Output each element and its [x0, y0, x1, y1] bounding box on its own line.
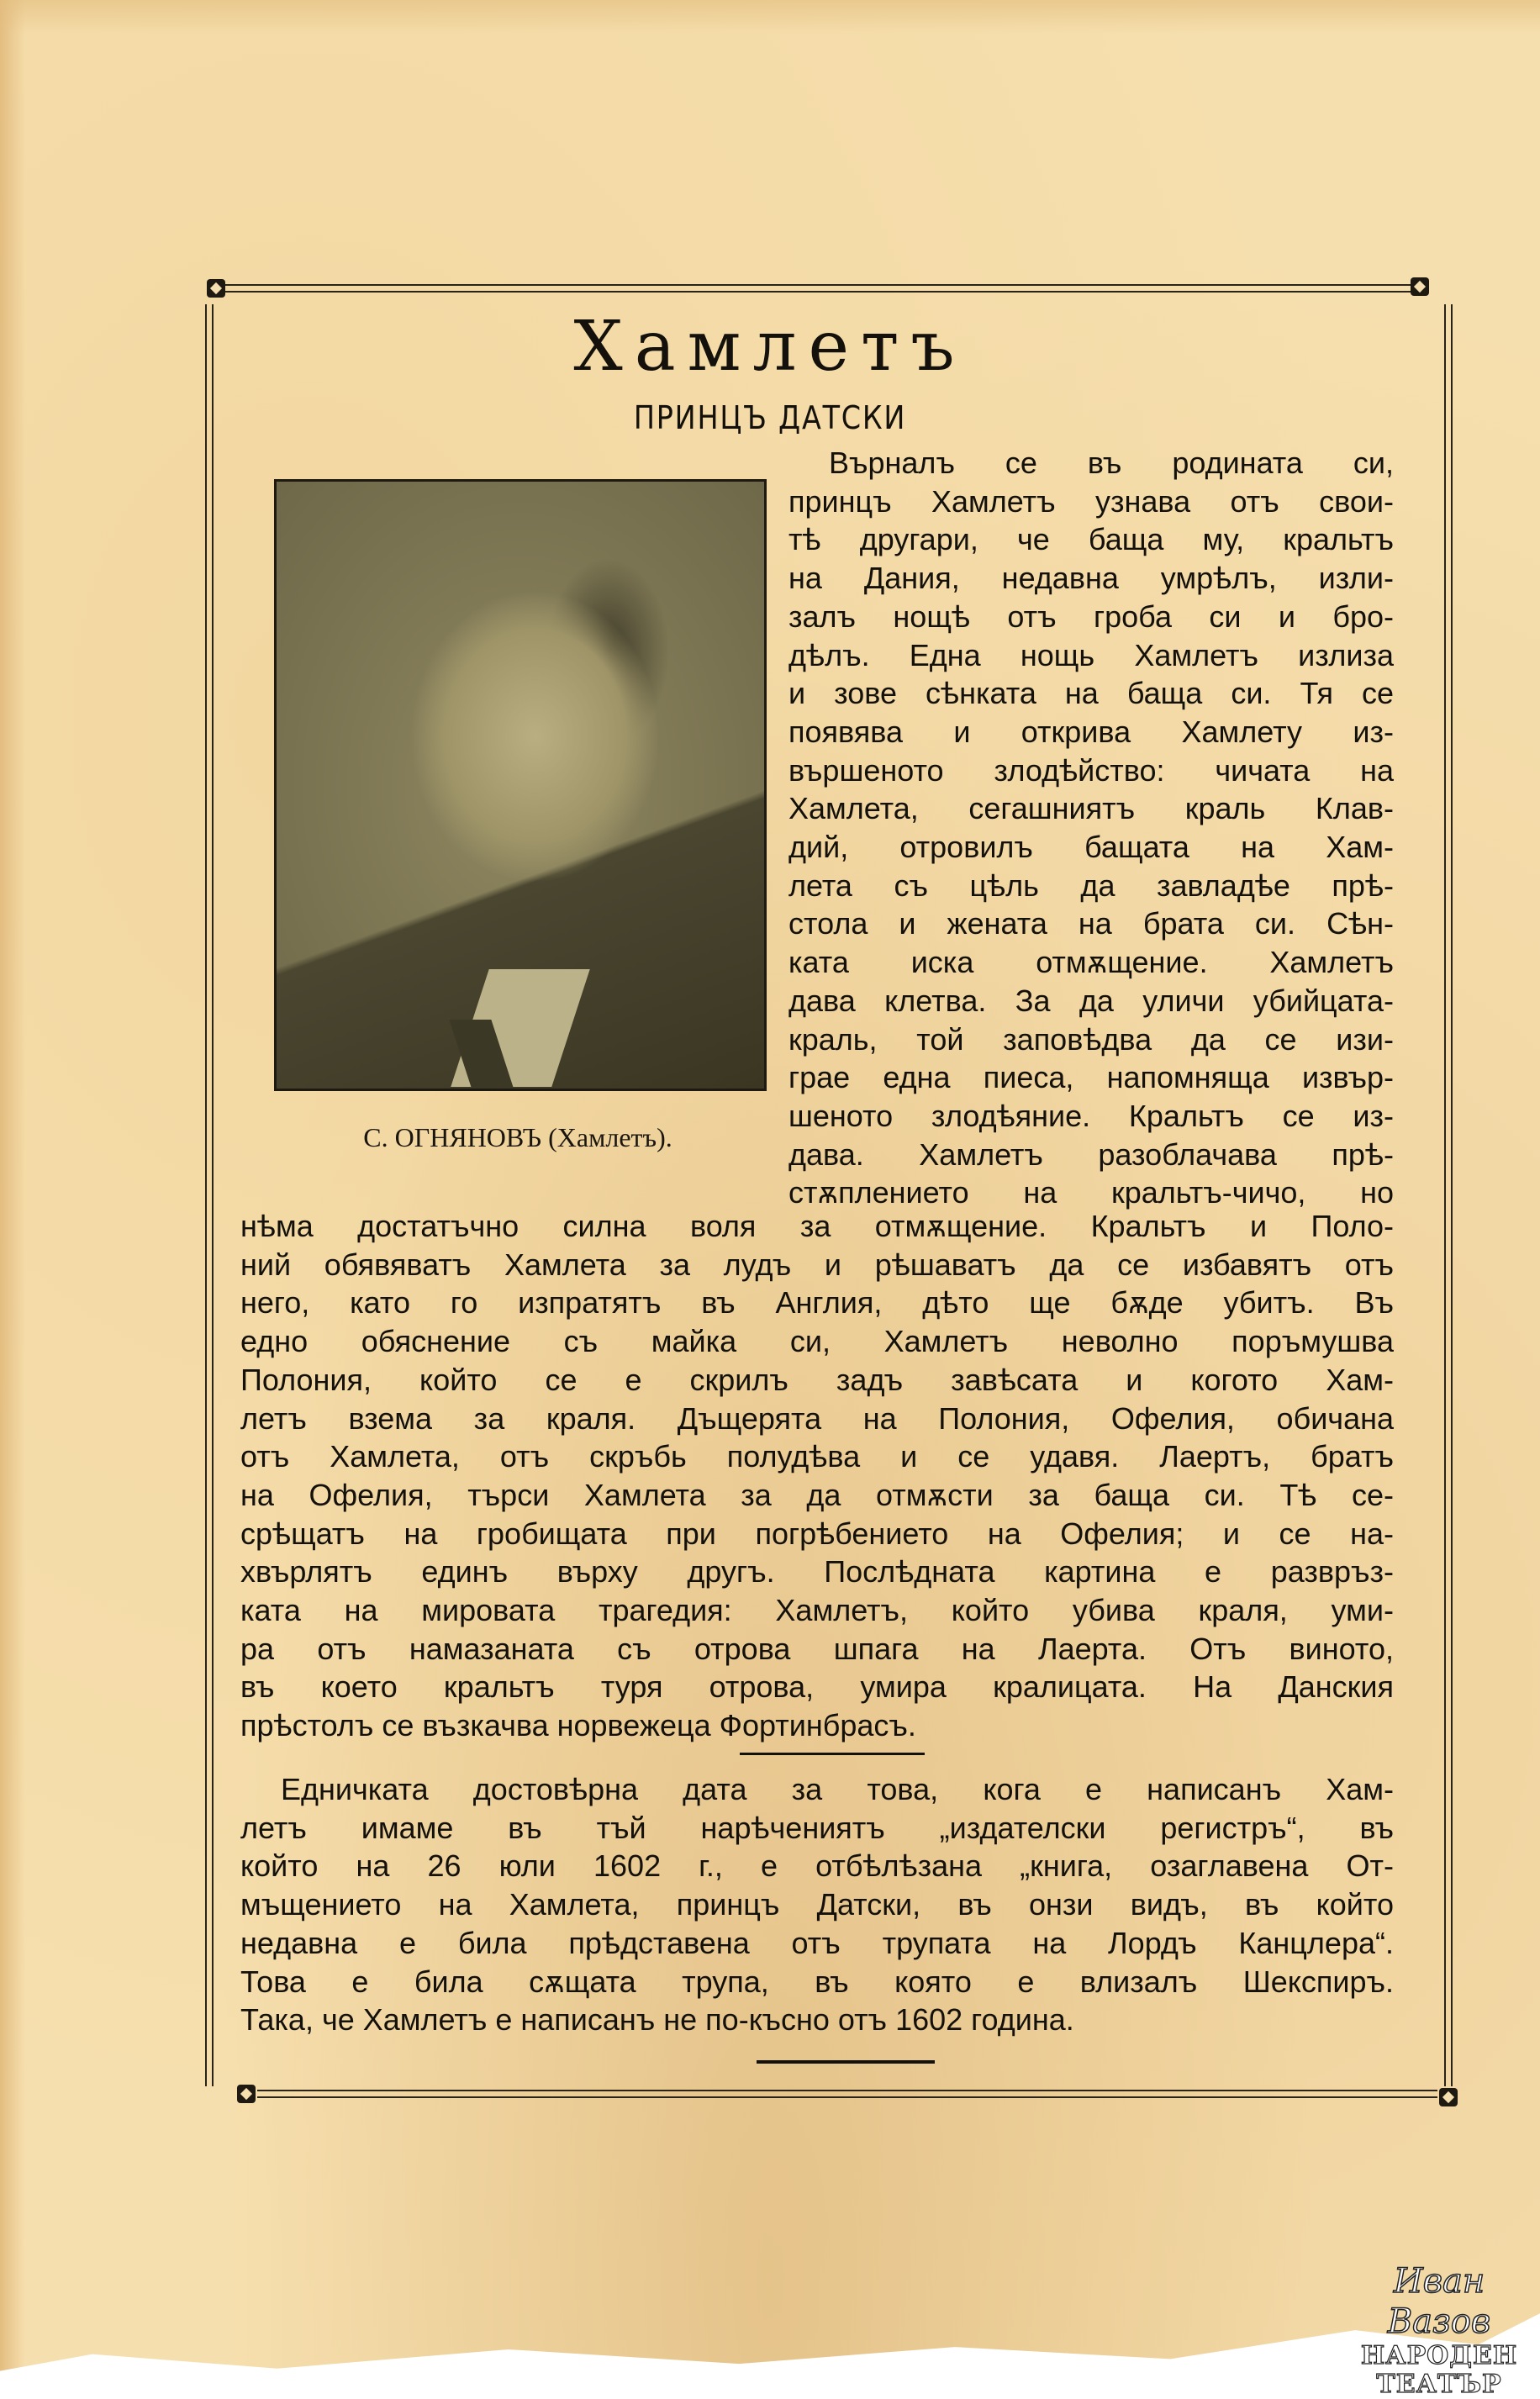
text-line: Едничката достовѣрна дата за това, кога е написанъ Хам-: [281, 1772, 1394, 1806]
text-line: вършеното злодѣйство: чичата на: [788, 752, 1394, 788]
text-line: недавна е била прѣдставена отъ трупата на Лордъ Канцлера“.: [240, 1925, 1394, 1960]
text-line: и зове сѣнката на баща си. Тя се: [788, 676, 1394, 711]
text-line: стола и жената на брата си. Сѣн-: [788, 906, 1394, 941]
frame-bottom-border: [257, 2090, 1437, 2098]
frame-corner-ornament: [1439, 2088, 1458, 2106]
text-line: на Дания, недавна умрѣлъ, изли-: [788, 561, 1394, 596]
text-line: едно обяснение съ майка си, Хамлетъ неволно поръмушва: [240, 1324, 1394, 1359]
frame-right-border: [1444, 304, 1453, 2086]
national-theatre-logo: [1355, 2261, 1523, 2399]
text-line: ката иска отмѫщение. Хамлетъ: [788, 945, 1394, 980]
text-line: Хамлета, сегашниятъ краль Клав-: [788, 791, 1394, 826]
text-line: грае една пиеса, напомняща извър-: [788, 1060, 1394, 1095]
text-line: който на 26 юли 1602 г., е отбѣлѣзана „книга, озаглавена От-: [240, 1848, 1394, 1884]
text-line: дава. Хамлетъ разоблачава прѣ-: [788, 1136, 1394, 1172]
photo-caption: С. ОГНЯНОВЪ (Хамлетъ).: [363, 1122, 672, 1152]
frame-top-border: [225, 284, 1416, 293]
synopsis-column-text: [788, 444, 1394, 1212]
closing-divider: [757, 2060, 935, 2064]
text-line: ката на мировата трагедия: Хамлетъ, който убива краля, уми-: [240, 1593, 1394, 1628]
text-line: Върналъ се въ родината си,: [829, 446, 1394, 480]
text-line: тѣ другари, че баща му, кральтъ: [788, 522, 1394, 557]
text-line: хвърлятъ единъ върху другъ. Послѣдната картина е развръз-: [240, 1554, 1394, 1590]
text-line: лета съ цѣль да завладѣе прѣ-: [788, 867, 1394, 903]
text-line: срѣщатъ на гробищата при погрѣбението на Офелия; и се на-: [240, 1516, 1394, 1551]
text-line: стѫплението на кральтъ-чичо, но: [788, 1175, 1394, 1210]
text-line: Това е била сѫщата трупа, въ която е влизалъ Шекспиръ.: [240, 1964, 1394, 1999]
text-line: краль, той заповѣдва да се изи-: [788, 1021, 1394, 1057]
text-line: дий, отровилъ бащата на Хам-: [788, 830, 1394, 865]
text-line: залъ нощѣ отъ гроба си и бро-: [788, 598, 1394, 634]
dating-paragraph: [240, 1770, 1394, 2039]
text-line: принцъ Хамлетъ узнава отъ свои-: [788, 483, 1394, 519]
synopsis-full-width-text: [240, 1207, 1394, 1745]
text-line: прѣстолъ се възкачва норвежеца Фортинбрасъ.: [240, 1708, 916, 1743]
text-line: летъ имаме въ тъй нарѣчениятъ „издателски регистръ“, въ: [240, 1810, 1394, 1845]
text-line: дѣлъ. Една нощь Хамлетъ излиза: [788, 637, 1394, 672]
text-line: Така, че Хамлетъ е написанъ не по-късно отъ 1602 година.: [240, 2002, 1074, 2038]
text-line: ра отъ намазаната съ отрова шпага на Лаерта. Отъ виното,: [240, 1631, 1394, 1666]
text-line: появява и открива Хамлету из-: [788, 714, 1394, 749]
text-line: шеното злодѣяние. Кральтъ се из-: [788, 1098, 1394, 1133]
page-title: Хамлетъ: [573, 307, 967, 387]
text-line: дава клетва. За да уличи убийцата-: [788, 983, 1394, 1018]
frame-corner-ornament: [207, 279, 225, 298]
frame-corner-ornament: [237, 2085, 256, 2103]
text-line: мъщението на Хамлета, принцъ Датски, въ онзи видъ, въ който: [240, 1887, 1394, 1922]
frame-corner-ornament: [1411, 277, 1429, 296]
logo-signature: Иван Вазов: [1387, 2262, 1491, 2341]
text-line: Полония, който се е скрилъ задъ завѣсата и когото Хам-: [240, 1362, 1394, 1397]
logo-line-1: НАРОДЕН: [1360, 2341, 1518, 2370]
frame-left-border: [205, 304, 214, 2086]
logo-line-2: ТЕАТЪР: [1376, 2370, 1502, 2399]
text-line: отъ Хамлета, отъ скръбь полудѣва и се удавя. Лаертъ, братъ: [240, 1439, 1394, 1474]
page-subtitle: ПРИНЦЪ ДАТСКИ: [633, 399, 907, 436]
text-line: на Офелия, търси Хамлета за да отмѫсти за баща си. Тѣ се-: [240, 1477, 1394, 1512]
actor-portrait-photo: [274, 479, 767, 1091]
text-line: въ което кральтъ туря отрова, умира кралицата. На Данския: [240, 1669, 1394, 1705]
text-line: нѣма достатъчно силна воля за отмѫщение. Кральтъ и Поло-: [240, 1209, 1394, 1243]
text-line: летъ взема за краля. Дъщерята на Полония, Офелия, обичана: [240, 1400, 1394, 1436]
section-divider: [740, 1753, 925, 1755]
text-line: него, като го изпратятъ въ Англия, дѣто ще бѫде убитъ. Въ: [240, 1285, 1394, 1321]
text-line: ний обявяватъ Хамлета за лудъ и рѣшаватъ да се избавятъ отъ: [240, 1247, 1394, 1282]
